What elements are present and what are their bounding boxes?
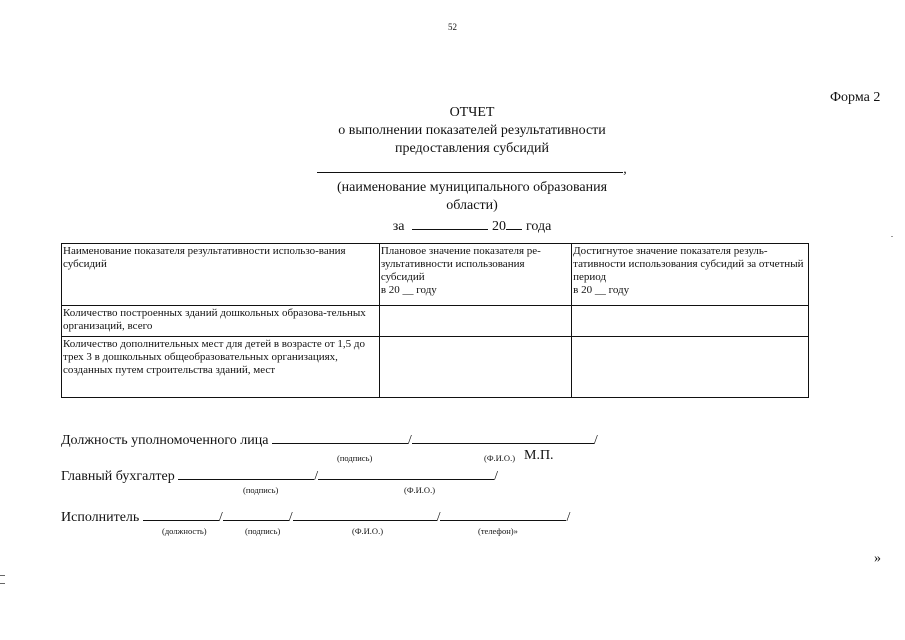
header-planned-value: Плановое значение показателя ре-зультативности использования субсидий в 20 __ году <box>379 244 571 306</box>
report-title-block <box>290 104 654 236</box>
executor-label: Исполнитель <box>61 510 140 525</box>
report-subtitle-line1: о выполнении показателей результативности <box>338 123 606 138</box>
accountant-sign-caption: (подпись) <box>243 485 279 495</box>
page-number: 52 <box>448 22 457 32</box>
year-blank <box>506 215 522 230</box>
accountant-name-blank <box>318 466 494 480</box>
municipality-name-field: , <box>290 158 654 179</box>
scan-artifact <box>891 236 893 237</box>
header-achieved-value: Достигнутое значение показателя резуль-тативности использования субсидий за отчетный период в 20 __ году <box>572 244 809 306</box>
official-signature-line: Должность уполномоченного лица / / <box>61 430 598 449</box>
executor-position-caption: (должность) <box>162 526 207 536</box>
report-title: ОТЧЕТ <box>449 105 495 120</box>
municipality-name-line <box>317 158 623 173</box>
margin-mark <box>0 575 5 576</box>
table-row <box>62 306 809 337</box>
row-achieved-cell <box>572 306 809 337</box>
margin-mark <box>0 583 5 584</box>
stamp-label: М.П. <box>524 448 554 463</box>
official-label: Должность уполномоченного лица <box>61 433 269 448</box>
table-header-row <box>62 244 809 306</box>
official-sign-caption: (подпись) <box>337 453 373 463</box>
reporting-period: за 20 года <box>290 215 654 236</box>
header-indicator-name: Наименование показателя результативности использо-вания субсидий <box>62 244 380 306</box>
row-indicator-name: Количество дополнительных мест для детей в возрасте от 1,5 до трех 3 в дошкольных общеобразовательных организациях, созданных путем строительства зданий, мест <box>62 337 380 398</box>
executor-name-blank <box>293 507 437 521</box>
official-name-blank <box>412 430 594 444</box>
executor-signature-line: Исполнитель / / / / <box>61 507 570 526</box>
official-name-caption: (Ф.И.О.) <box>484 453 516 463</box>
executor-sign-caption: (подпись) <box>245 526 281 536</box>
accountant-sign-blank <box>178 466 314 480</box>
municipality-caption-line2: области) <box>446 198 498 213</box>
executor-phone-blank <box>440 507 566 521</box>
table-row <box>62 337 809 398</box>
indicators-table <box>61 243 809 398</box>
row-achieved-cell <box>572 337 809 398</box>
accountant-name-caption: (Ф.И.О.) <box>404 485 436 495</box>
row-indicator-name: Количество построенных зданий дошкольных образова-тельных организаций, всего <box>62 306 380 337</box>
form-label: Форма 2 <box>830 90 881 105</box>
municipality-caption-line1: (наименование муниципального образования <box>336 180 608 195</box>
period-blank <box>412 215 488 230</box>
row-planned-cell <box>379 337 571 398</box>
executor-phone-caption: (телефон)» <box>478 526 518 536</box>
official-sign-blank <box>272 430 408 444</box>
report-subtitle-line2: предоставления субсидий <box>394 141 550 156</box>
executor-sign-blank <box>223 507 289 521</box>
executor-position-blank <box>143 507 219 521</box>
closing-quote: » <box>874 551 881 566</box>
accountant-signature-line: Главный бухгалтер / / <box>61 466 498 485</box>
row-planned-cell <box>379 306 571 337</box>
executor-name-caption: (Ф.И.О.) <box>352 526 384 536</box>
accountant-label: Главный бухгалтер <box>61 469 175 484</box>
